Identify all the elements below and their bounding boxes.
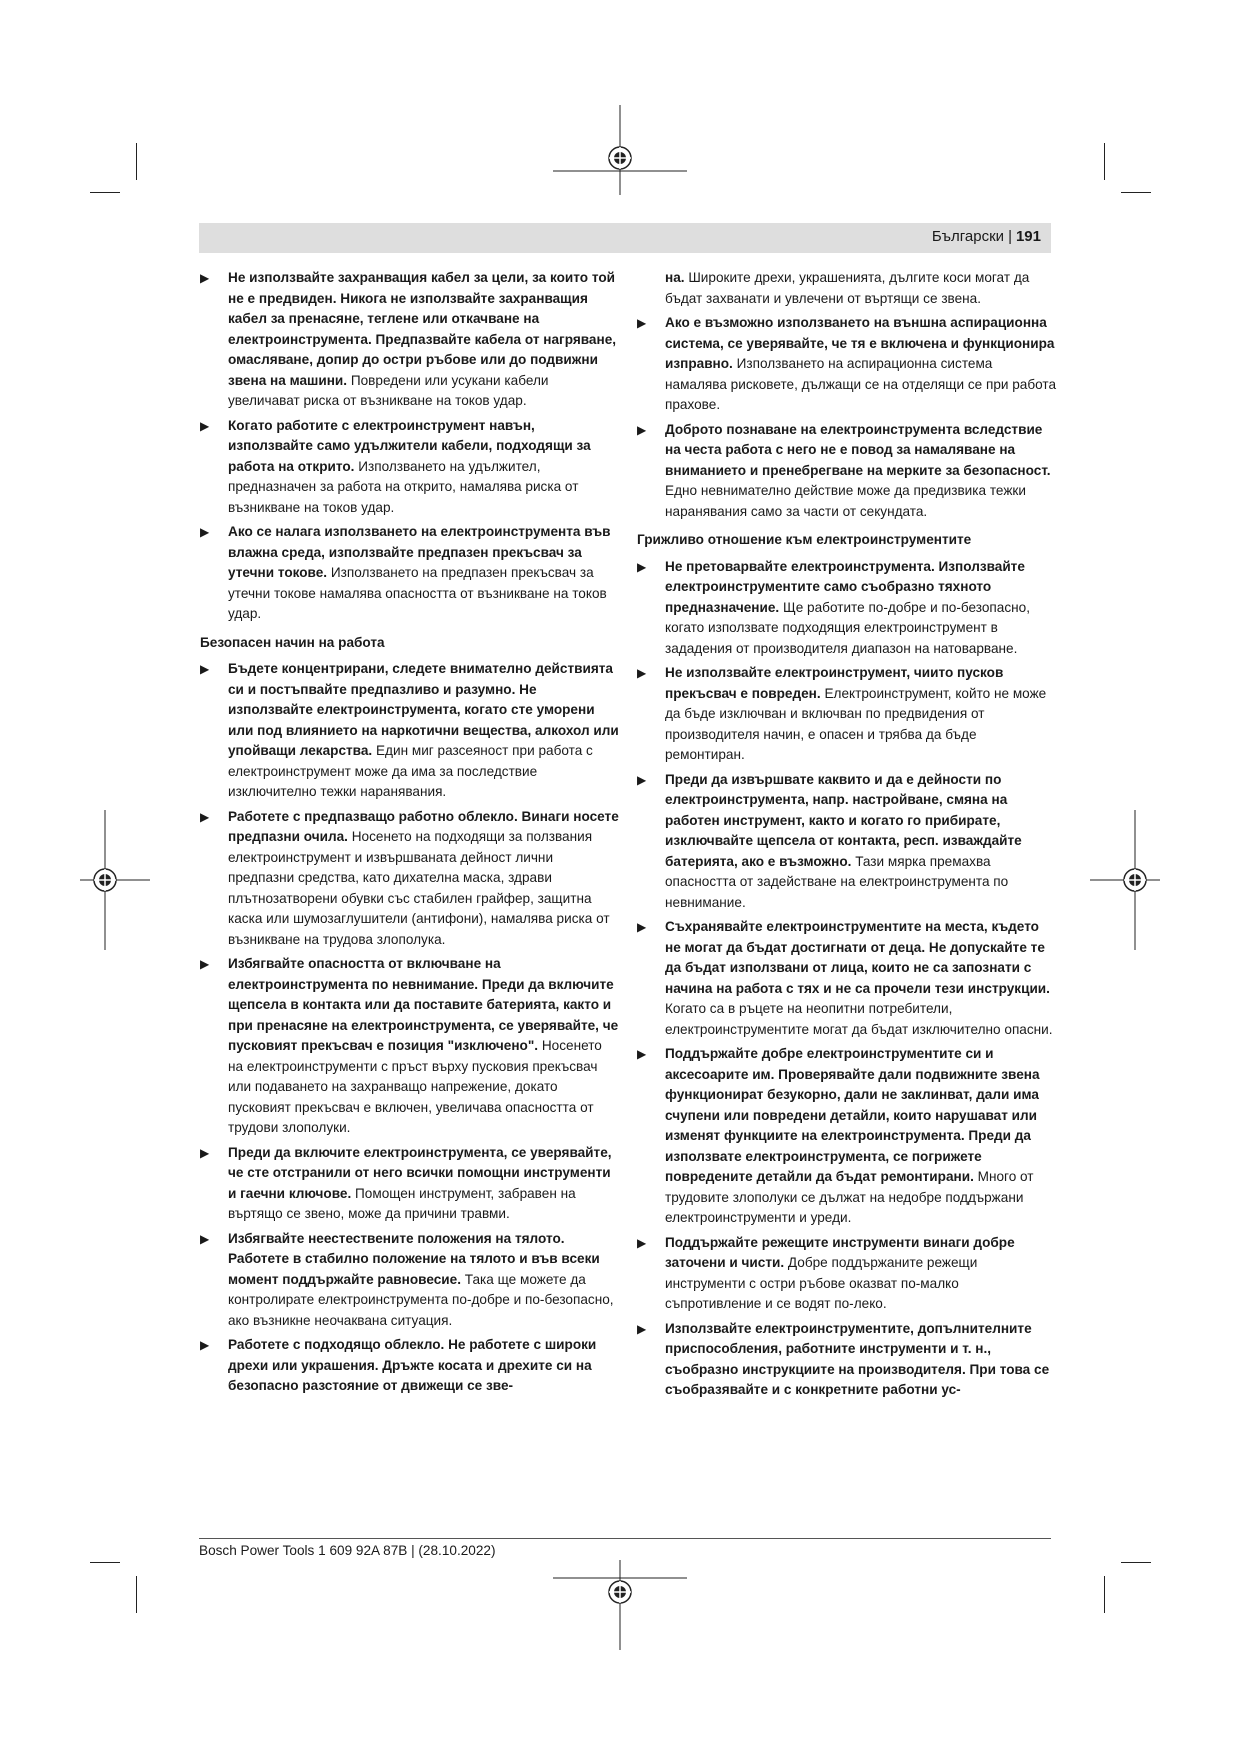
bullet-icon: ▶ — [200, 525, 210, 539]
header-language: Български — [931, 228, 1005, 245]
registration-mark-icon — [1090, 810, 1180, 950]
list-item: ▶ Използвайте електроинструментите, допълнителните приспособления, работните инструменти и т. н., съобразно инструкциите на производителя. При това се съобразявайте и с конкретните работни ус- — [637, 1320, 1050, 1397]
bullet-icon: ▶ — [200, 418, 210, 433]
list-item-continued: на. Широките дрехи, украшенията, дългите коси могат да бъдат захванати и увлечени от въртящи се звена. — [665, 270, 1030, 306]
list-item: ▶ Поддържайте добре електроинструментите си и аксесоарите им. Проверявайте дали подвижните звена функционират безукорно, дали не заклинват, дали има счупени или повредени детайли, които нарушават или изменят функциите на електроинструмента. Преди да използвате електроинструмента, се погрижете повредените детайли да бъдат ремонтирани. Много от трудовите злополуки се дължат на недобре поддържани електроинструменти и уреди. — [637, 1046, 1040, 1225]
list-item: ▶ Работете с подходящо облекло. Не работете с широки дрехи или украшения. Дръжте косата и дрехите си на безопасно разстояние от движещи се зве- — [200, 1337, 597, 1393]
section-heading: Грижливо отношение към електроинструментите — [637, 532, 972, 547]
bullet-icon: ▶ — [200, 1338, 210, 1352]
crop-mark — [136, 1576, 137, 1613]
bullet-icon: ▶ — [637, 920, 647, 934]
bullet-icon: ▶ — [200, 1145, 210, 1160]
bullet-icon: ▶ — [637, 772, 647, 787]
list-item: ▶ Не претоварвайте електроинструмента. Използвайте електроинструментите само съобразно тяхното предназначение. Ще работите по-добре и по-безопасно, когато използвате подходящия електроинструмент в зададения от производителя диапазон на натоварване. — [637, 558, 1030, 656]
header-text: Български | 191 — [931, 228, 1041, 245]
bullet-icon: ▶ — [637, 422, 647, 437]
list-item: ▶ Избягвайте опасността от включване на електроинструмента по невнимание. Преди да включите щепсела в контакта или да поставите батерията, както и при пренасяне на електроинструмента, се уверявайте, че пусковият прекъсвач е позиция "изключено". Носенето на електроинструменти с пръст върху пусковия прекъсвач или подаването на захранващо напрежение, докато пусковият прекъсвач е включен, увеличава опасността от трудови злополуки. — [200, 956, 619, 1135]
list-item: ▶ Ако се налага използването на електроинструмента във влажна среда, използвайте предпазен прекъсвач за утечни токове. Използването на предпазен прекъсвач за утечни токове намалява опасността от възникване на токов удар. — [200, 524, 611, 621]
registration-mark-icon — [553, 1560, 687, 1650]
page-header — [199, 223, 1051, 253]
crop-mark — [1121, 192, 1151, 193]
list-item: ▶ Ако е възможно използването на външна аспирационна система, се уверявайте, че тя е включена и функционира изправно. Използването на аспирационна система намалява рисковете, дължащи се на отделящи се при работа прахове. — [637, 315, 1057, 412]
crop-mark — [90, 1562, 120, 1563]
bullet-icon: ▶ — [200, 957, 210, 971]
page-number: 191 — [1015, 228, 1041, 245]
crop-mark — [1121, 1562, 1151, 1563]
list-item: ▶ Преди да извършвате каквито и да е дейности по електроинструмента, напр. настройване, смяна на работен инструмент, както и когато го прибирате, изключвайте щепсела от контакта, респ. изваждайте батерията, ако е възможно. Тази мярка премахва опасността от задействане на електроинструмента по невнимание. — [637, 771, 1022, 910]
bullet-icon: ▶ — [637, 316, 647, 330]
list-item: ▶ Бъдете концентрирани, следете внимателно действията си и постъпвайте предпазливо и разумно. Не използвайте електроинструмента, когато сте уморени или под влиянието на наркотични вещества, алкохол или упойващи лекарства. Един миг разсеяност при работа с електроинструмент може да има за последствие изключително тежки наранявания. — [200, 661, 619, 799]
bullet-icon: ▶ — [200, 1231, 210, 1246]
bullet-icon: ▶ — [637, 666, 647, 680]
list-item: ▶ Поддържайте режещите инструменти винаги добре заточени и чисти. Добре поддържаните режещи инструменти с остри ръбове оказват по-малко съпротивление и се водят по-леко. — [637, 1234, 1015, 1311]
list-item: ▶ Съхранявайте електроинструментите на места, където не могат да бъдат достигнати от деца. Не допускайте те да бъдат използвани от лица, които не са запознати с начина на работа с тях и не са прочели тези инструкции. Когато са в ръцете на неопитни потребители, електроинструментите могат да бъдат изключително опасни. — [637, 919, 1053, 1037]
list-item: ▶ Когато работите с електроинструмент навън, използвайте само удължители кабели, подходящи за работа на открито. Използването на удължител, предназначен за работа на открито, намалява риска от възникване на токов удар. — [200, 417, 591, 515]
section-heading: Безопасен начин на работа — [200, 634, 385, 650]
crop-mark — [1104, 143, 1105, 180]
bullet-icon: ▶ — [200, 809, 210, 824]
bullet-icon: ▶ — [200, 271, 210, 285]
list-item: ▶ Работете с предпазващо работно облекло. Винаги носете предпазни очила. Носенето на подходящи за ползвания електроинструмент и извършваната дейност лични предпазни средства, като дихателна маска, здрави плътнозатворени обувки със стабилен грайфер, защитна каска или шумозаглушители (антифони), намалява риска от възникване на трудова злополука. — [200, 808, 619, 947]
page-footer: Bosch Power Tools 1 609 92A 87B | (28.10.2022) — [199, 1543, 496, 1558]
list-item: ▶ Преди да включите електроинструмента, се уверявайте, че сте отстранили от него всички помощни инструменти и гаечни ключове. Помощен инструмент, забравен на въртящо се звено, може да причини травми. — [200, 1144, 612, 1221]
bullet-icon: ▶ — [637, 1235, 647, 1250]
right-column — [637, 268, 1057, 1405]
list-item: ▶ Доброто познаване на електроинструмента вследствие на честа работа с него не е повод за намаляване на вниманието и пренебрегване на мерките за безопасност. Едно невнимателно действие може да предизвика тежки наранявания само за части от секундата. — [637, 421, 1051, 519]
list-item: ▶ Не използвайте електроинструмент, чиито пусков прекъсвач е повреден. Електроинструмент, който не може да бъде изключван и включван по предвидения от производителя начин, е опасен и трябва да бъде ремонтиран. — [637, 665, 1047, 762]
registration-mark-icon — [60, 810, 150, 950]
bullet-icon: ▶ — [637, 1047, 647, 1061]
crop-mark — [136, 143, 137, 180]
bullet-icon: ▶ — [200, 662, 210, 676]
list-item: ▶ Избягвайте неестествените положения на тялото. Работете в стабилно положение на тялото и във всеки момент поддържайте равновесие. Така ще можете да контролирате електроинструмента по-добре и по-безопасно, ако възникне неочаквана ситуация. — [200, 1230, 614, 1328]
bullet-icon: ▶ — [637, 559, 647, 574]
crop-mark — [1104, 1576, 1105, 1613]
footer-divider — [199, 1538, 1051, 1539]
bullet-icon: ▶ — [637, 1321, 647, 1336]
left-column — [200, 268, 620, 1401]
list-item: ▶ Не използвайте захранващия кабел за цели, за които той не е предвиден. Никога не използвайте захранващия кабел за пренасяне, теглене или откачване на електроинструмента. Предпазвайте кабела от нагряване, омасляване, допир до остри ръбове или до подвижни звена на машини. Повредени или усукани кабели увеличават риска от възникване на токов удар. — [200, 270, 617, 408]
crop-mark — [90, 192, 120, 193]
registration-mark-icon — [553, 105, 687, 195]
